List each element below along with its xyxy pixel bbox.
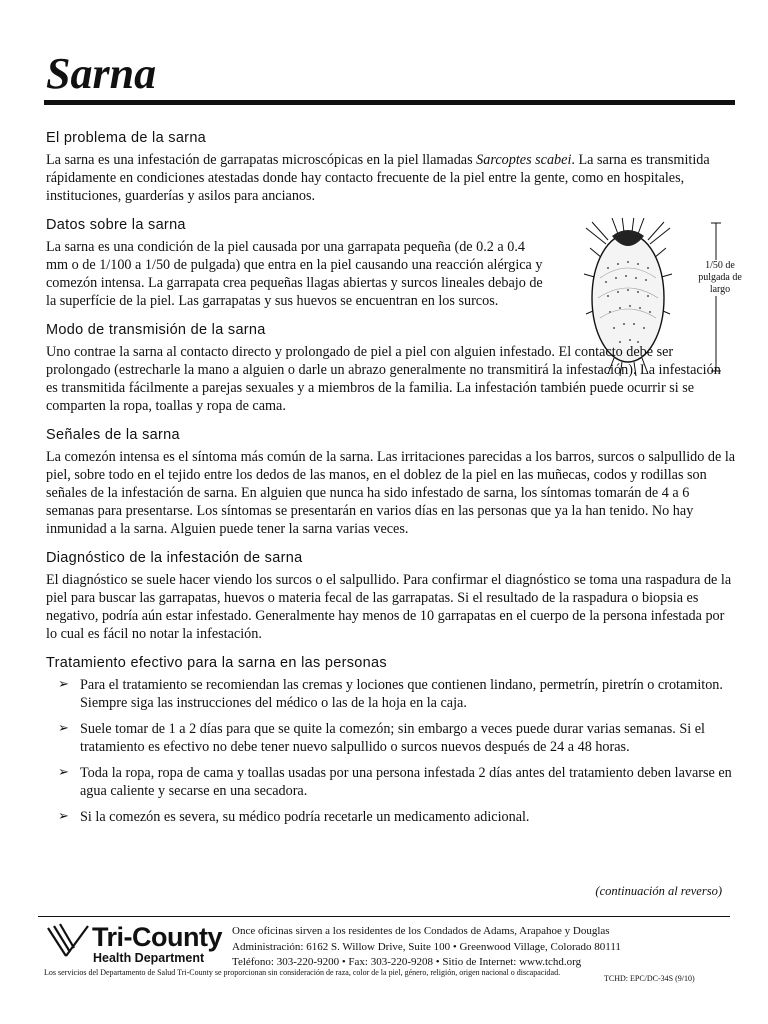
logo-name: Tri-County <box>92 922 222 952</box>
continued-note: (continuación al reverso) <box>595 884 722 898</box>
title-rule <box>44 100 735 105</box>
text-part: . La sarna es transmitida rápidamente en condiciones atestadas donde hay contacto frecuente de la piel entre la gente, como en hospitales, instituciones, guarderías y asilos para ancianos. <box>46 152 710 204</box>
section-heading: Modo de transmisión de la sarna <box>46 322 266 338</box>
footer-rule <box>38 916 730 917</box>
section-datos <box>46 215 736 310</box>
list-item <box>46 676 736 712</box>
list-item-text: Suele tomar de 1 a 2 días para que se quite la comezón; sin embargo a veces puede durar varias semanas. Si el tratamiento es efectivo no debe tener nuevo salpullido o surcos nuevos después de 24 a 48 horas. <box>80 721 705 755</box>
section-text <box>46 151 736 205</box>
section-senales <box>46 425 736 538</box>
document-code: TCHD: EPC/DC-34S (9/10) <box>604 974 695 983</box>
text-part: La sarna es una infestación de garrapatas microscópicas en la piel llamadas <box>46 152 477 168</box>
section-heading: Señales de la sarna <box>46 427 180 443</box>
section-heading: Datos sobre la sarna <box>46 217 186 233</box>
section-problema <box>46 128 736 205</box>
section-diagnostico <box>46 548 736 643</box>
footer-contact: Teléfono: 303-220-9200 • Fax: 303-220-9208 • Sitio de Internet: www.tchd.org <box>232 956 582 968</box>
section-transmision <box>46 320 736 415</box>
list-item <box>46 764 736 800</box>
section-text: La comezón intensa es el síntoma más común de la sarna. Las irritaciones parecidas a los barros, surcos o salpullido de la piel, sobre todo en el tejido entre los dedos de las manos, en el doblez de la piel en las muñecas, codos y rodillas son señales de la infestación de sarna. En alguien que nunca ha sido infestado de sarna, los síntomas tomarán de 4 a 6 semanas para presentarse. Los síntomas se presentarán en varios días en las personas que ya la han tenido. No hay inmunidad a la sarna. Alguien puede tener la sarna varias veces. <box>46 449 736 537</box>
footer-address: Administración: 6162 S. Willow Drive, Suite 100 • Greenwood Village, Colorado 80111 <box>232 941 621 953</box>
page-title: Sarna <box>46 49 157 98</box>
section-heading: Tratamiento efectivo para la sarna en las personas <box>46 655 387 671</box>
list-item <box>46 808 736 826</box>
section-text: La sarna es una condición de la piel causada por una garrapata pequeña (de 0.2 a 0.4 mm o de 1/100 a 1/50 de pulgada) que entra en la piel causando una reacción alérgica y comezón intensa. La garrapata crea pequeñas llagas abiertas y surcos lineales debajo de la superfície de la piel. Las garrapatas y sus huevos se encuentran en los surcos. <box>46 239 543 309</box>
list-item-text: Si la comezón es severa, su médico podría recetarle un medicamento adicional. <box>80 809 530 825</box>
arrow-bullet-icon: ➢ <box>58 677 69 692</box>
section-text: Uno contrae la sarna al contacto directo y prolongado de piel a piel con alguien infestado. El contacto debe ser prolongado (estrecharle la mano a alguien o darle un abrazo generalmente no transmitirá la infestación). La infestación es transmitida fácilmente a parejas sexuales y a miembros de la familia. La infestación también puede ocurrir si se comparten la ropa, toallas y ropa de cama. <box>46 344 721 414</box>
arrow-bullet-icon: ➢ <box>58 765 69 780</box>
arrow-bullet-icon: ➢ <box>58 721 69 736</box>
treatment-list <box>46 676 736 826</box>
footer-info-line: Once oficinas sirven a los residentes de los Condados de Adams, Arapahoe y Douglas <box>232 925 610 937</box>
species-name: Sarcoptes scabei <box>476 152 572 168</box>
list-item-text: Toda la ropa, ropa de cama y toallas usadas por una persona infestada 2 días antes del tratamiento deben lavarse en agua caliente y secarse en una secadora. <box>80 765 732 799</box>
section-text: El diagnóstico se suele hacer viendo los surcos o el salpullido. Para confirmar el diagnóstico se toma una raspadura de la piel para buscar las garrapatas, huevos o materia fecal de las garrapatas. Si el resultado de la raspadura o biopsia es negativo, podría aún estar infestado. Generalmente hay menos de 10 garrapatas en el cuerpo de la persona infestada por lo cual es fácil no notar la infestación. <box>46 572 732 642</box>
logo-subtitle: Health Department <box>93 951 205 965</box>
section-heading: Diagnóstico de la infestación de sarna <box>46 550 303 566</box>
scale-label: 1/50 de pulgada de largo <box>698 260 742 295</box>
list-item-text: Para el tratamiento se recomiendan las cremas y lociones que contienen lindano, permetrín, piretrín o crotamiton. Siempre siga las instrucciones del médico o las de la hoja en la caja. <box>80 677 723 711</box>
section-heading: El problema de la sarna <box>46 130 207 146</box>
section-tratamiento <box>46 653 736 826</box>
arrow-bullet-icon: ➢ <box>58 809 69 824</box>
footer-disclaimer: Los servicios del Departamento de Salud Tri-County se proporcionan sin consideración de raza, color de la piel, género, religión, origen nacional o discapacidad. <box>44 968 561 977</box>
list-item <box>46 720 736 756</box>
